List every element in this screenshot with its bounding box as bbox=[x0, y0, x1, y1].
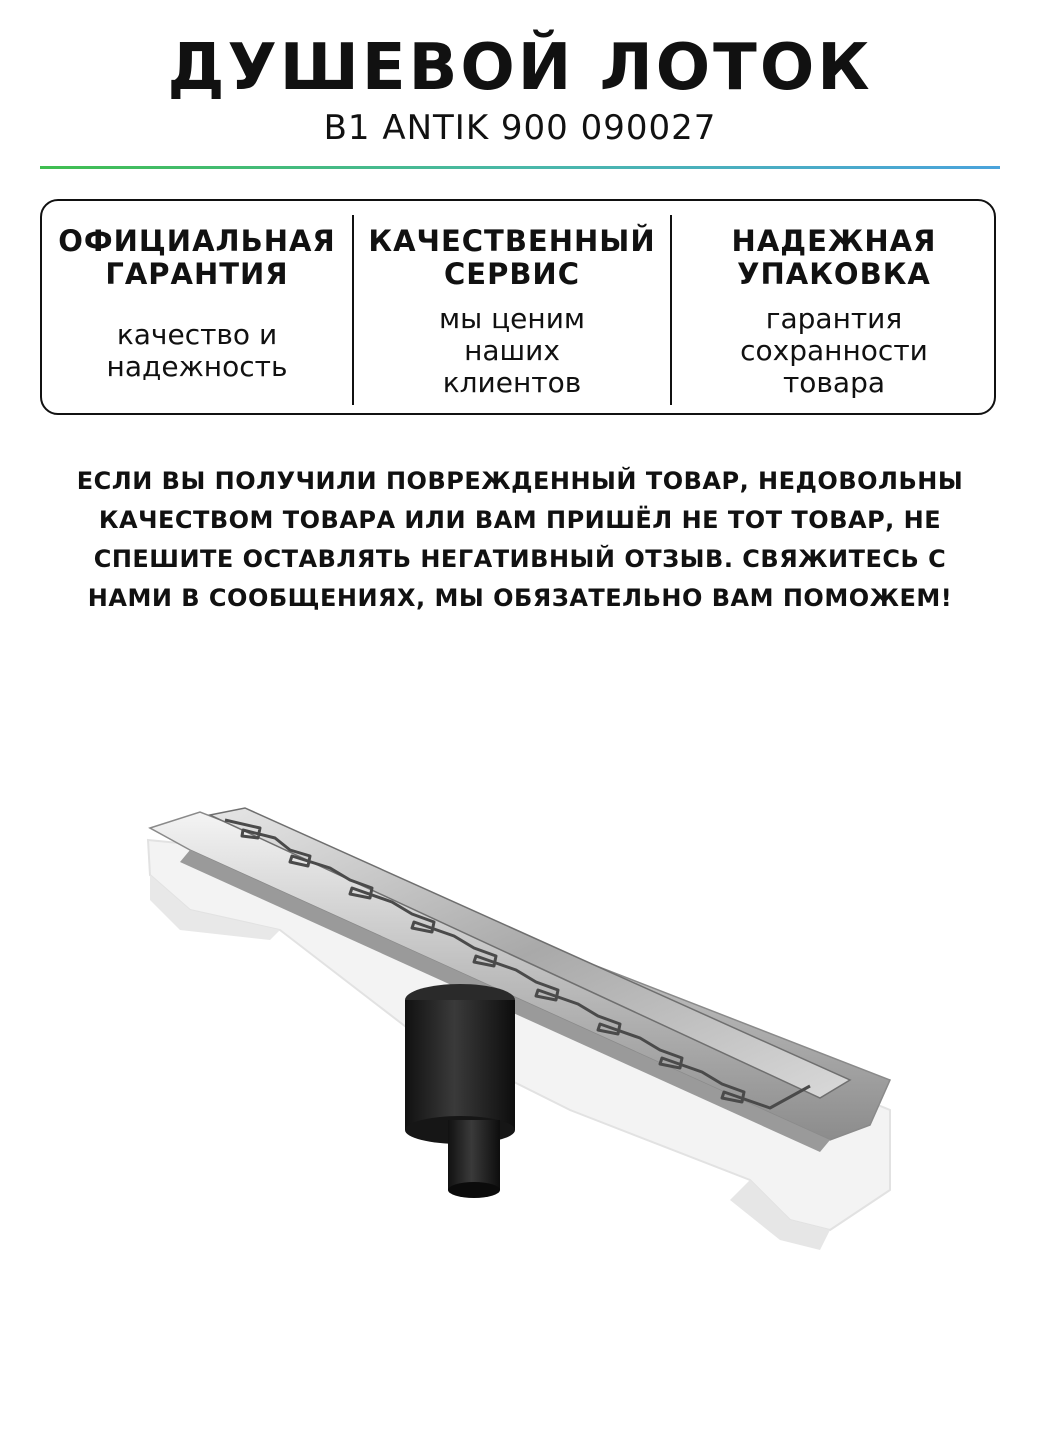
feature-description: качество и надежность bbox=[106, 318, 288, 383]
feature-warranty bbox=[42, 201, 352, 413]
features-panel bbox=[40, 199, 996, 415]
customer-notice: ЕСЛИ ВЫ ПОЛУЧИЛИ ПОВРЕЖДЕННЫЙ ТОВАР, НЕДОВОЛЬНЫ КАЧЕСТВОМ ТОВАРА ИЛИ ВАМ ПРИШЁЛ НЕ ТОТ ТОВАР, НЕ СПЕШИТЕ ОСТАВЛЯТЬ НЕГАТИВНЫЙ ОТЗЫВ. СВЯЖИТЕСЬ С НАМИ В СООБЩЕНИЯХ, МЫ ОБЯЗАТЕЛЬНО ВАМ ПОМОЖЕМ! bbox=[76, 467, 964, 612]
feature-title: НАДЕЖНАЯ УПАКОВКА bbox=[731, 224, 937, 291]
gradient-divider bbox=[40, 166, 1000, 169]
shower-drain-image bbox=[130, 780, 910, 1260]
feature-description: мы ценим наших клиентов bbox=[438, 302, 586, 399]
feature-service bbox=[354, 201, 670, 413]
page-title: ДУШЕВОЙ ЛОТОК bbox=[167, 31, 873, 105]
feature-description: гарантия сохранности товара bbox=[740, 302, 928, 399]
feature-title: ОФИЦИАЛЬНАЯ ГАРАНТИЯ bbox=[58, 224, 336, 291]
product-model: B1 ANTIK 900 090027 bbox=[323, 108, 717, 148]
feature-packaging bbox=[672, 201, 996, 413]
feature-title: КАЧЕСТВЕННЫЙ СЕРВИС bbox=[368, 224, 656, 291]
